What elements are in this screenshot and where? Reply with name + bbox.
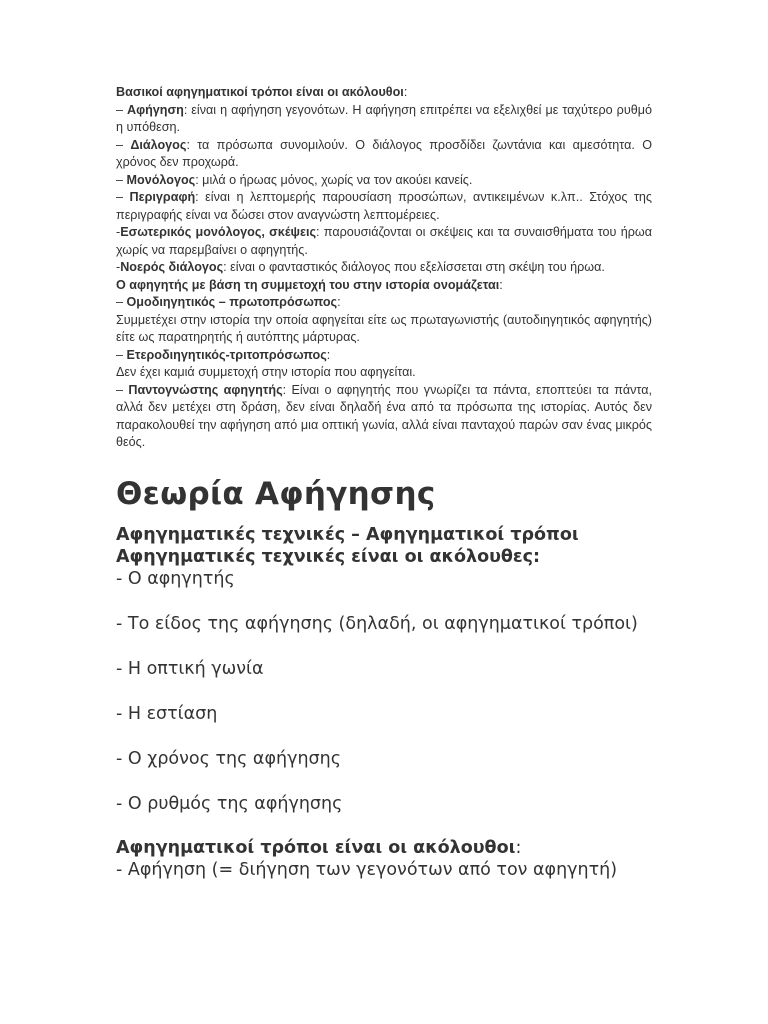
- section-heading: [116, 277, 652, 295]
- list-item: [116, 224, 652, 259]
- heading-suffix: :: [515, 837, 522, 858]
- item-suffix: :: [326, 347, 331, 362]
- subheading-text: Αφηγηματικές τεχνικές είναι οι ακόλουθες:: [116, 546, 541, 567]
- item-text: : μιλά ο ήρωας μόνος, χωρίς να τον ακούει κανείς.: [195, 172, 473, 187]
- document-page: [116, 84, 652, 881]
- list-item: - Το είδος της αφήγησης (δηλαδή, οι αφηγηματικοί τρόποι): [116, 613, 638, 634]
- item-text: : είναι η αφήγηση γεγονότων. Η αφήγηση επιτρέπει να εξελιχθεί με ταχύτερο ρυθμό η υπόθεση.: [116, 102, 652, 134]
- item-prefix: –: [116, 137, 131, 152]
- narrative-techniques-section: [116, 524, 652, 881]
- item-prefix: –: [116, 172, 127, 187]
- item-term: Αφήγηση: [127, 102, 184, 117]
- subheading: [116, 546, 652, 568]
- item-term: Παντογνώστης αφηγητής: [128, 382, 283, 397]
- list-item-text: Δεν έχει καμιά συμμετοχή στην ιστορία που αφηγείται.: [116, 365, 416, 379]
- heading-suffix: :: [499, 277, 503, 292]
- list-item: [116, 137, 652, 172]
- item-text: : τα πρόσωπα συνομιλούν. Ο διάλογος προσδίδει ζωντάνια και αμεσότητα. Ο χρόνος δεν προχωρά.: [116, 137, 652, 169]
- item-text: : Είναι ο αφηγητής που γνωρίζει τα πάντα, εποπτεύει τα πάντα, αλλά δεν μετέχει στη δράση, δεν είναι δηλαδή ένα από τα πρόσωπα της ιστορίας. Αυτός δεν παρακολουθεί την αφήγηση από μια οπτική γωνία, αλλά είναι πανταχού παρών σαν ένας μικρός θεός.: [116, 382, 652, 449]
- list-item: - Η οπτική γωνία: [116, 658, 264, 679]
- list-item: - Ο αφηγητής: [116, 568, 235, 589]
- list-item: [116, 172, 652, 190]
- item-prefix: -: [116, 225, 121, 239]
- item-prefix: –: [116, 347, 127, 362]
- list-item: - Ο χρόνος της αφήγησης: [116, 748, 341, 769]
- item-suffix: :: [337, 295, 341, 309]
- heading-text: Αφηγηματικοί τρόποι είναι οι ακόλουθοι: [116, 837, 516, 858]
- item-text: : παρουσιάζονται οι σκέψεις και τα συναισθήματα του ήρωα χωρίς να παρεμβαίνει ο αφηγητής.: [116, 225, 653, 257]
- item-prefix: –: [116, 190, 130, 204]
- subheading: [116, 524, 652, 546]
- item-term: Περιγραφή: [129, 190, 196, 204]
- item-term: Νοερός διάλογος: [120, 260, 224, 274]
- list-item: - Η εστίαση: [116, 703, 218, 724]
- item-term: Εσωτερικός μονόλογος, σκέψεις: [120, 225, 317, 239]
- item-term: Ετεροδιηγητικός-τριτοπρόσωπος: [126, 347, 327, 362]
- list-item: [116, 102, 652, 137]
- heading-text: Ο αφηγητής με βάση τη συμμετοχή του στην ιστορία ονομάζεται: [116, 277, 500, 292]
- list-item-text: Συμμετέχει στην ιστορία την οποία αφηγείται είτε ως πρωταγωνιστής (αυτοδιηγητικός αφηγητής) είτε ως παρατηρητής ή αυτόπτης μάρτυρας.: [116, 312, 652, 344]
- narrative-modes-section: [116, 84, 652, 452]
- heading-text: Βασικοί αφηγηματικοί τρόποι είναι οι ακόλουθοι: [116, 85, 404, 99]
- item-prefix: –: [116, 295, 127, 309]
- list-item: [116, 382, 652, 452]
- item-prefix: –: [116, 102, 127, 117]
- section-heading: [116, 837, 652, 859]
- item-text: : είναι ο φανταστικός διάλογος που εξελίσσεται στη σκέψη του ήρωα.: [223, 260, 605, 274]
- page-title: Θεωρία Αφήγησης: [116, 475, 436, 512]
- item-text: : είναι η λεπτομερής παρουσίαση προσώπων, αντικειμένων κ.λπ.. Στόχος της περιγραφής είναι να δώσει στον αναγνώστη λεπτομέρειες.: [116, 190, 652, 222]
- item-term: Ομοδιηγητικός – πρωτοπρόσωπος: [126, 295, 338, 309]
- item-prefix: -: [116, 260, 121, 274]
- item-term: Μονόλογος: [126, 172, 196, 187]
- list-item: - Αφήγηση (= διήγηση των γεγονότων από τον αφηγητή): [116, 859, 618, 880]
- list-item: [116, 189, 652, 224]
- item-term: Διάλογος: [130, 137, 187, 152]
- section-heading: [116, 84, 652, 102]
- item-prefix: –: [116, 382, 129, 397]
- heading-suffix: :: [403, 85, 408, 99]
- subheading-text: Αφηγηματικές τεχνικές – Αφηγηματικοί τρόποι: [116, 524, 579, 545]
- list-item: - Ο ρυθμός της αφήγησης: [116, 793, 343, 814]
- list-item: [116, 259, 652, 277]
- list-item-term-line: [116, 347, 652, 365]
- list-item-term-line: [116, 294, 652, 312]
